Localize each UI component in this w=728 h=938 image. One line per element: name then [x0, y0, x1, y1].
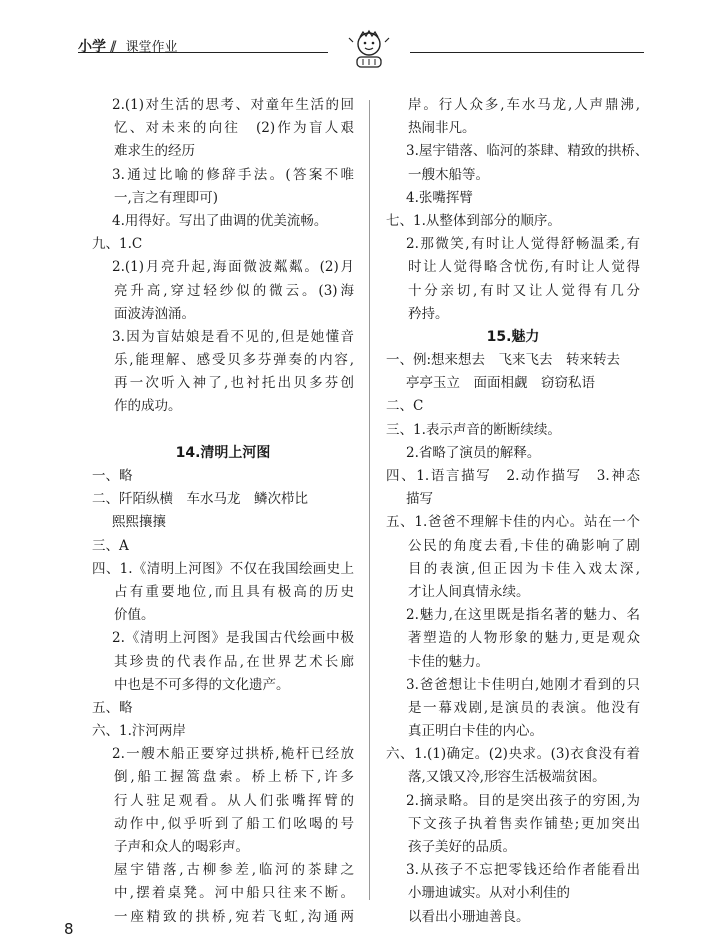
text-line: 是一幕戏剧,是演员的表演。他没有	[408, 699, 640, 716]
text-line: 乐,能理解、感受贝多芬弹奏的内容,	[114, 352, 354, 369]
text-line: 五、略	[92, 699, 133, 716]
text-line: 二、C	[386, 398, 424, 415]
text-line: 真正明白卡佳的内心。	[408, 723, 543, 740]
text-line: 二、阡陌纵横 车水马龙 鳞次栉比	[92, 491, 308, 508]
text-line: 熙熙攘攘	[112, 514, 166, 531]
text-line: 屋宇错落,古柳参差,临河的茶肆之	[114, 862, 354, 879]
text-line: 2.摘录略。目的是突出孩子的穷困,为	[406, 792, 640, 809]
header-rule-left	[78, 52, 328, 53]
text-line: 4.张嘴挥臂	[406, 189, 473, 206]
text-line: 公民的角度去看,卡佳的确影响了剧	[408, 537, 640, 554]
text-line: 3.爸爸想让卡佳明白,她刚才看到的只	[406, 676, 640, 693]
text-line: 2.魅力,在这里既是指名著的魅力、名	[406, 607, 640, 624]
text-line: 一、例:想来想去 飞来飞去 转来转去	[386, 352, 621, 369]
text-line: 十分亲切,有时又让人觉得有几分	[408, 282, 640, 299]
text-line: 3.屋宇错落、临河的茶肆、精致的拱桥、	[406, 143, 649, 160]
text-line: 子声和众人的喝彩声。	[114, 839, 249, 855]
text-line: 下文孩子执着售卖作铺垫;更加突出	[408, 815, 640, 832]
text-line: 矜持。	[408, 305, 449, 322]
text-line: 价值。	[114, 607, 155, 624]
text-line: 六、1.汴河两岸	[92, 723, 186, 740]
header-label	[78, 36, 177, 56]
text-line: 一、略	[92, 468, 133, 484]
header-course: 课堂作业	[125, 40, 178, 55]
text-line: 以看出小珊迪善良。	[408, 908, 530, 925]
text-line: 四、1.语言描写 2.动作描写 3.神态	[386, 468, 640, 484]
column-divider	[369, 100, 370, 900]
text-line: 七、1.从整体到部分的顺序。	[386, 212, 561, 229]
text-line: 中,摆着桌凳。河中船只往来不断。	[114, 885, 354, 902]
text-line: 时让人觉得略含忧伤,有时让人觉得	[408, 259, 640, 276]
section-heading: 15.魅力	[486, 328, 540, 345]
text-line: 才让人间真情永续。	[408, 583, 530, 600]
spacer	[92, 419, 354, 442]
text-line: 中也是不可多得的文化遗产。	[114, 676, 290, 693]
text-line: 忆、对未来的向往 (2)作为盲人艰	[114, 120, 354, 137]
text-line: 四、1.《清明上河图》不仅在我国绘画史上	[92, 560, 354, 577]
text-line: 亭亭玉立 面面相觑 窃窃私语	[406, 375, 595, 392]
text-line: 目的表演,但正因为卡佳入戏太深,	[408, 560, 640, 577]
text-line: 岸。行人众多,车水马龙,人声鼎沸,	[408, 97, 640, 113]
text-line: 再一次听入神了,也衬托出贝多芬创	[114, 375, 354, 392]
text-line: 一座精致的拱桥,宛若飞虹,沟通两	[114, 908, 354, 925]
text-line: 倒,船工握篙盘索。桥上桥下,许多	[114, 769, 354, 786]
text-line: 三、A	[92, 537, 129, 554]
header-rule-right	[410, 52, 644, 53]
section-heading: 14.清明上河图	[175, 444, 271, 461]
text-line: 描写	[406, 491, 433, 508]
page-header	[78, 28, 644, 68]
text-line: 落,又饿又冷,形容生活极端贫困。	[408, 769, 606, 786]
text-line: 面波涛汹涌。	[114, 305, 195, 322]
text-line: 三、1.表示声音的断断续续。	[386, 421, 561, 438]
text-line: 著塑造的人物形象的魅力,更是观众	[408, 630, 640, 647]
left-column	[92, 94, 354, 929]
text-line: 动作中,似乎听到了船工们吆喝的号	[114, 815, 354, 832]
text-line: 其珍贵的代表作品,在世界艺术长廊	[114, 653, 354, 670]
text-line: 2.一艘木船正要穿过拱桥,桅杆已经放	[112, 746, 354, 763]
text-line: 九、1.C	[92, 236, 143, 253]
text-line: 2.《清明上河图》是我国古代绘画中极	[112, 630, 354, 647]
text-line: 2.(1)对生活的思考、对童年生活的回	[112, 97, 354, 113]
text-line: 孩子美好的品质。	[408, 839, 516, 855]
cartoon-child-icon	[345, 28, 393, 70]
text-line: 3.因为盲姑娘是看不见的,但是她懂音	[112, 328, 354, 345]
text-line: 五、1.爸爸不理解卡佳的内心。站在一个	[386, 514, 640, 531]
text-line: 难求生的经历	[114, 143, 195, 160]
text-line: 一艘木船等。	[408, 166, 489, 183]
text-line: 2.那微笑,有时让人觉得舒畅温柔,有	[406, 236, 640, 253]
text-line: 热闹非凡。	[408, 120, 476, 137]
double-slash-icon: //	[110, 39, 114, 55]
text-line: 3.从孩子不忘把零钱还给作者能看出	[406, 862, 640, 879]
text-line: 占有重要地位,而且具有极高的历史	[114, 583, 354, 600]
text-line: 2.省略了演员的解释。	[406, 444, 541, 461]
header-grade: 小学	[78, 39, 106, 55]
text-line: 一,言之有理即可)	[114, 189, 219, 206]
text-line: 行人驻足观看。从人们张嘴挥臂的	[114, 792, 354, 809]
right-column	[386, 94, 649, 929]
text-line: 卡佳的魅力。	[408, 653, 489, 670]
text-line: 2.(1)月亮升起,海面微波粼粼。(2)月	[112, 259, 354, 276]
text-line: 六、1.(1)确定。(2)央求。(3)衣食没有着	[386, 746, 640, 763]
text-line: 3.通过比喻的修辞手法。(答案不唯	[112, 166, 354, 183]
text-line: 作的成功。	[114, 398, 182, 415]
text-line: 亮升高,穿过轻纱似的微云。(3)海	[114, 282, 354, 299]
text-line: 小珊迪诚实。从对小利佳的	[408, 885, 570, 902]
text-line: 4.用得好。写出了曲调的优美流畅。	[112, 212, 328, 229]
page-number: 8	[64, 920, 74, 938]
